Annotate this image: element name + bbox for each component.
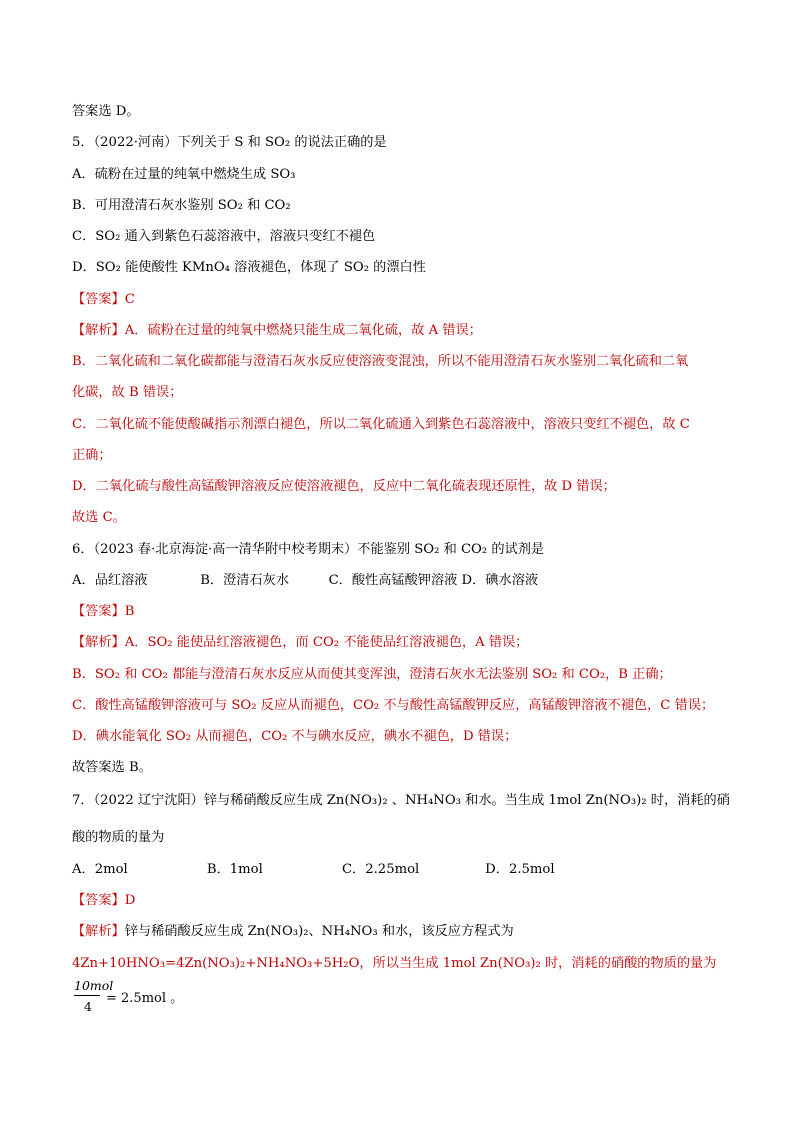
text-line: 故选 C。 xyxy=(72,510,126,525)
text-line: 答案选 D。 xyxy=(72,104,140,119)
analysis-label: 【解析】 xyxy=(72,323,125,338)
fraction-result: = 2.5mol 。 xyxy=(106,991,184,1006)
text-line: 化碳，故 B 错误； xyxy=(72,385,183,400)
analysis-text: A．SO₂ 能使品红溶液褪色，而 CO₂ 不能使品红溶液褪色，A 错误； xyxy=(124,635,529,650)
text-line xyxy=(72,322,734,340)
analysis-label: 【解析】 xyxy=(72,924,125,939)
text-line: 故答案选 B。 xyxy=(72,760,152,775)
fraction-numerator: 10mol xyxy=(74,978,114,993)
text-line: D．二氧化硫与酸性高锰酸钾溶液反应使溶液褪色，反应中二氧化硫表现还原性，故 D 错误； xyxy=(72,479,616,494)
text-line: 4Zn+10HNO₃=4Zn(NO₃)₂+NH₄NO₃+5H₂O，所以当生成 1mol Zn(NO₃)₂ 时，消耗的硝酸的物质的量为 xyxy=(72,956,717,971)
fraction-bar xyxy=(74,995,100,996)
text-line: 5．（2022·河南）下列关于 S 和 SO₂ 的说法正确的是 xyxy=(72,135,387,150)
text-line: C．二氧化硫不能使酸碱指示剂漂白褪色，所以二氧化硫通入到紫色石蕊溶液中，溶液只变红不褪色，故 C xyxy=(72,417,690,432)
text-line: 7．（2022 辽宁沈阳）锌与稀硝酸反应生成 Zn(NO₃)₂ 、NH₄NO₃ 和水。当生成 1mol Zn(NO₃)₂ 时，消耗的硝 xyxy=(72,793,730,808)
text-line: 酸的物质的量为 xyxy=(72,830,165,845)
text-line: D．SO₂ 能使酸性 KMnO₄ 溶液褪色，体现了 SO₂ 的漂白性 xyxy=(72,260,426,275)
text-line: 【答案】B xyxy=(72,604,135,619)
text-line: 【答案】C xyxy=(72,292,135,307)
text-line xyxy=(72,634,734,652)
text-line xyxy=(72,923,734,941)
analysis-text: 锌与稀硝酸反应生成 Zn(NO₃)₂、NH₄NO₃ 和水，该反应方程式为 xyxy=(124,924,514,939)
text-line: A．品红溶液 B．澄清石灰水 C．酸性高锰酸钾溶液 D．碘水溶液 xyxy=(72,573,539,588)
text-line: B．SO₂ 和 CO₂ 都能与澄清石灰水反应从而使其变浑浊，澄清石灰水无法鉴别 SO₂ 和 CO₂，B 正确； xyxy=(72,667,672,682)
text-line: 6．（2023 春·北京海淀·高一清华附中校考期末）不能鉴别 SO₂ 和 CO₂ 的试剂是 xyxy=(72,542,545,557)
fraction-denominator: 4 xyxy=(84,999,92,1014)
text-line: C．酸性高锰酸钾溶液可与 SO₂ 反应从而褪色，CO₂ 不与酸性高锰酸钾反应，高锰酸钾溶液不褪色，C 错误； xyxy=(72,698,715,713)
analysis-label: 【解析】 xyxy=(72,635,125,650)
text-line: 【答案】D xyxy=(72,893,136,908)
text-line: B．可用澄清石灰水鉴别 SO₂ 和 CO₂ xyxy=(72,198,291,213)
analysis-text: A．硫粉在过量的纯氧中燃烧只能生成二氧化硫，故 A 错误； xyxy=(124,323,482,338)
text-line: D．碘水能氧化 SO₂ 从而褪色，CO₂ 不与碘水反应，碘水不褪色，D 错误； xyxy=(72,729,518,744)
text-line: 正确； xyxy=(72,448,112,463)
fraction-formula xyxy=(72,978,192,1018)
text-line: C．SO₂ 通入到紫色石蕊溶液中，溶液只变红不褪色 xyxy=(72,229,376,244)
text-line: B．二氧化硫和二氧化碳都能与澄清石灰水反应使溶液变混浊，所以不能用澄清石灰水鉴别二氧化硫和二氧 xyxy=(72,354,689,369)
text-line: A．硫粉在过量的纯氧中燃烧生成 SO₃ xyxy=(72,167,296,182)
text-line: A．2mol B．1mol C．2.25mol D．2.5mol xyxy=(72,862,555,877)
